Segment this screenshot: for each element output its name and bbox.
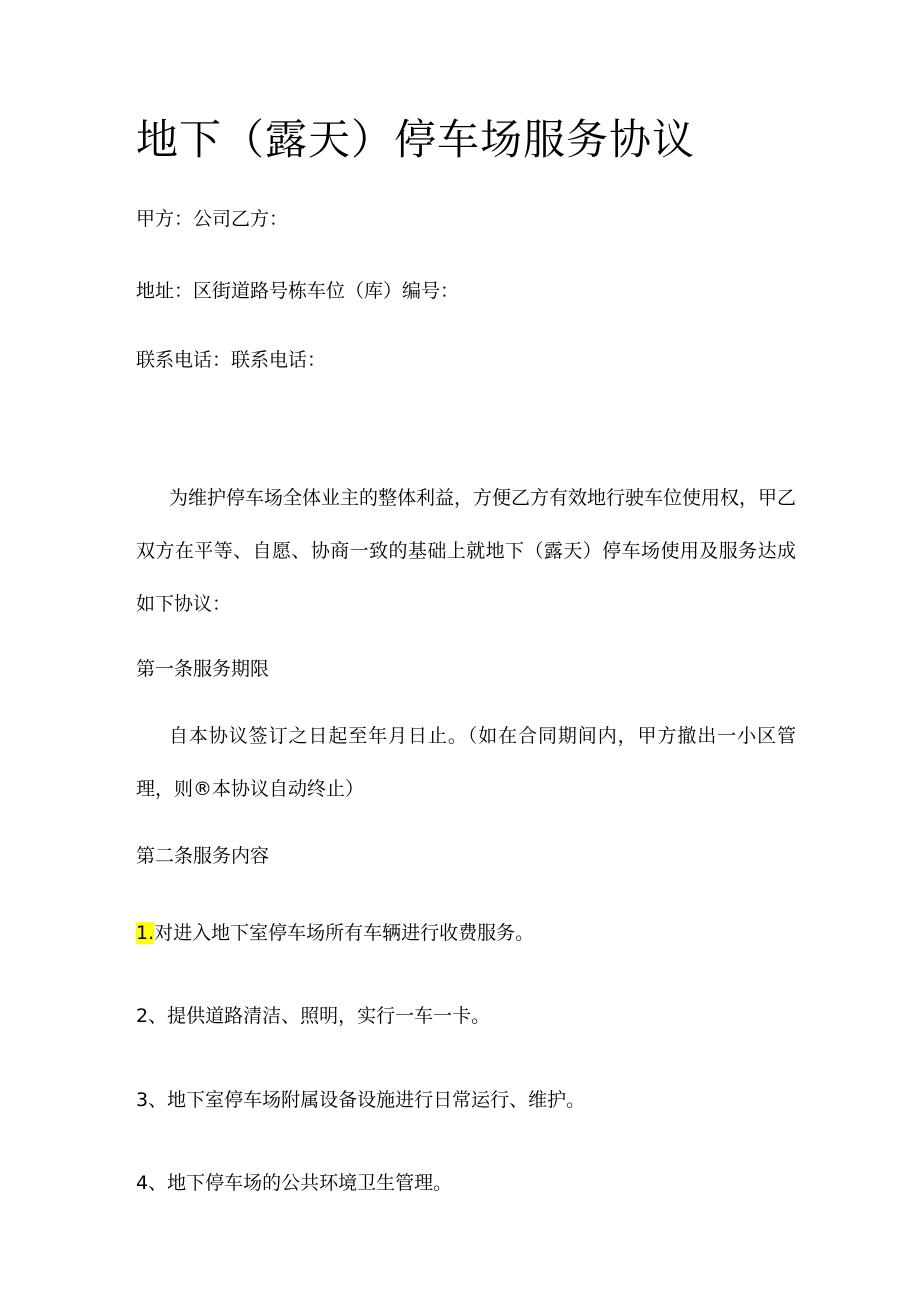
article2-heading: 第二条服务内容 bbox=[136, 845, 270, 867]
highlighted-item-number: 1. bbox=[136, 922, 155, 944]
service-item bbox=[136, 1003, 490, 1029]
service-item-text: 地下停车场的公共环境卫生管理。 bbox=[167, 1172, 453, 1194]
preamble-paragraph: 为维护停车场全体业主的整体利益，方便乙方有效地行驶车位使用权，甲乙双方在平等、自愿、协商一致的基础上就地下（露天）停车场使用及服务达成如下协议： bbox=[136, 487, 797, 615]
service-item bbox=[136, 1087, 585, 1113]
service-item bbox=[136, 1170, 452, 1196]
article1-body: 自本协议签订之日起至年月日止。（如在合同期间内，甲方撤出一小区管理，则®本协议自动终止） bbox=[136, 725, 796, 800]
document-title: 地下（露天）停车场服务协议 bbox=[136, 115, 696, 164]
service-item-number: 2、 bbox=[136, 1005, 168, 1027]
party-line: 甲方：公司乙方： bbox=[136, 208, 289, 230]
service-item-text: 对进入地下室停车场所有车辆进行收费服务。 bbox=[154, 922, 535, 944]
service-item-number: 3、 bbox=[136, 1089, 168, 1111]
phone-line: 联系电话：联系电话： bbox=[136, 349, 327, 371]
article1-heading: 第一条服务期限 bbox=[136, 658, 270, 680]
service-item-text: 提供道路清洁、照明，实行一车一卡。 bbox=[167, 1005, 491, 1027]
address-line: 地址：区街道路号栋车位（库）编号： bbox=[136, 280, 460, 302]
service-item-text: 地下室停车场附属设备设施进行日常运行、维护。 bbox=[167, 1089, 586, 1111]
service-item-number: 4、 bbox=[136, 1172, 168, 1194]
service-item bbox=[136, 920, 534, 946]
